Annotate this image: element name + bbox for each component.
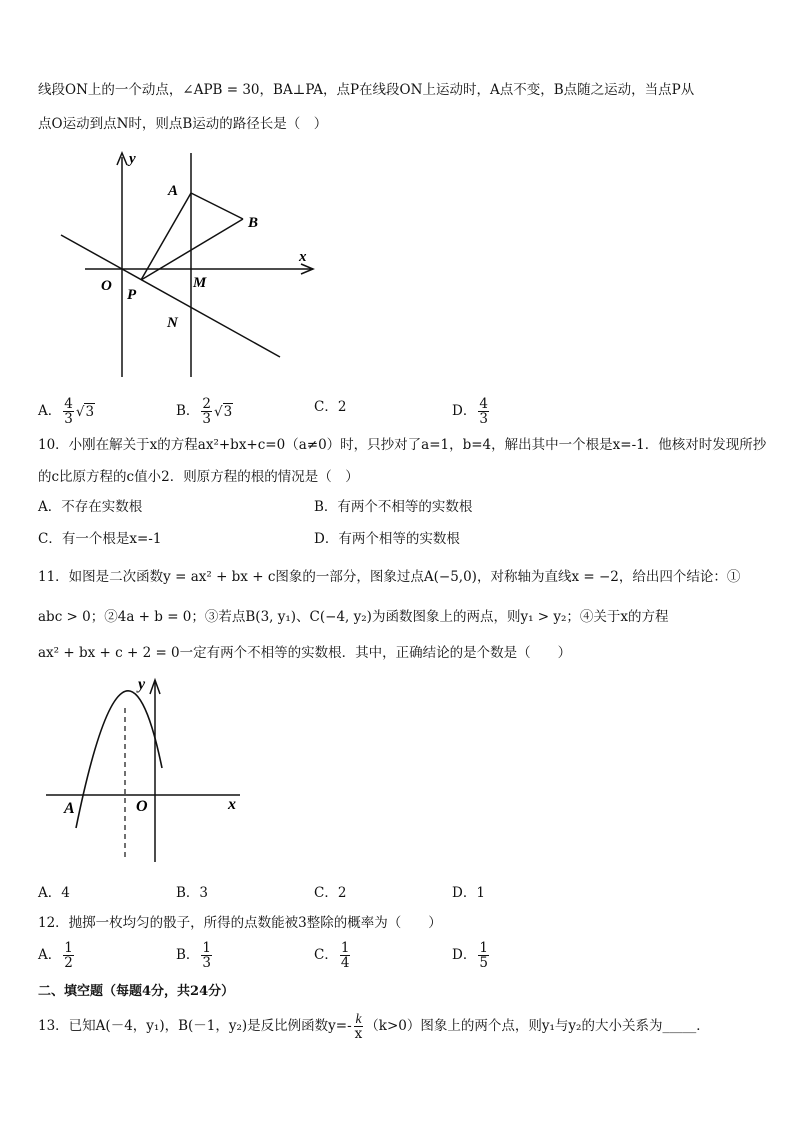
q9-line1: 线段ON上的一个动点，∠APB = 30，BA⊥PA，点P在线段ON上运动时，A点不变，B点随之运动，当点P从 [38, 82, 695, 98]
q10-line2: 的c比原方程的c值小2．则原方程的根的情况是（ ） [38, 469, 359, 485]
q13-suffix: （k>0）图象上的两个点，则y₁与y₂的大小关系为_____． [365, 1018, 710, 1034]
q9-label-B: B [248, 215, 259, 231]
q10-option-c: C．有一个根是x=-1 [38, 531, 162, 547]
q13-frac-num: k [355, 1011, 362, 1026]
q10-option-b: B．有两个不相等的实数根 [314, 499, 473, 515]
q9-label-M: M [193, 275, 207, 291]
q9-label-x: x [299, 249, 307, 265]
q12-line1: 12．抛掷一枚均匀的骰子，所得的点数能被3整除的概率为（ ） [38, 915, 442, 931]
q11-option-d: D．1 [452, 885, 485, 901]
q9-option-d: D． $\frac{4}{3}$ [452, 396, 488, 427]
q9-line-ON [61, 235, 280, 357]
q13-frac-den: x [354, 1026, 363, 1042]
q9-label-A: A [168, 183, 179, 199]
q10-line1: 10．小刚在解关于x的方程ax²+bx+c=0（a≠0）时，只抄对了a=1，b=4，解出其中一个根是x=-1．他核对时发现所抄 [38, 437, 767, 453]
q11-label-y: y [138, 676, 146, 693]
q11-label-A: A [64, 800, 75, 817]
q13-line [38, 1012, 710, 1041]
q11-line3: ax² + bx + c + 2 = 0一定有两个不相等的实数根．其中，正确结论的是个数是（ ） [38, 645, 572, 661]
section2-title: 二、填空题（每题4分，共24分） [38, 984, 235, 999]
q11-option-c: C．2 [314, 885, 347, 901]
q11-line2: abc > 0；②4a + b = 0；③若点B(3, y₁)、C(−4, y₂)为函数图象上的两点，则y₁ > y₂；④关于x的方程 [38, 609, 669, 625]
q11-option-a: A．4 [38, 885, 70, 901]
q12-option-c: C． $\frac{1}{4}$ [314, 940, 350, 971]
q9-option-a: A． $\frac{4}{3}$ √3 [38, 396, 95, 427]
q13-prefix: 13．已知A(－4，y₁)，B(－1，y₂)是反比例函数y=- [38, 1018, 352, 1034]
q10-option-a: A．不存在实数根 [38, 499, 143, 515]
q9-segment-AP [141, 193, 191, 280]
q9-option-b: B． $\frac{2}{3}$ √3 [176, 396, 233, 427]
q11-line1: 11．如图是二次函数y = ax² + bx + c图象的一部分，图象过点A(−5,0)，对称轴为直线x = −2，给出四个结论：① [38, 569, 741, 585]
q12-option-d: D． $\frac{1}{5}$ [452, 940, 488, 971]
q9-label-O: O [101, 278, 112, 294]
q11-figure [40, 672, 260, 867]
q9-option-c: C．2 [314, 399, 347, 415]
q10-option-d: D．有两个相等的实数根 [314, 531, 460, 547]
q12-option-a: A． $\frac{1}{2}$ [38, 940, 73, 971]
q11-parabola [76, 691, 162, 828]
q11-label-x: x [228, 796, 236, 813]
q11-label-O: O [136, 798, 148, 815]
q11-option-b: B．3 [176, 885, 209, 901]
q9-segment-PB [141, 219, 243, 280]
q9-figure [55, 145, 335, 385]
q12-option-b: B． $\frac{1}{3}$ [176, 940, 212, 971]
q9-label-P: P [127, 287, 137, 303]
q9-line2: 点O运动到点N时，则点B运动的路径长是（ ） [38, 116, 328, 132]
q9-segment-AB [191, 193, 243, 219]
q9-label-y: y [129, 151, 136, 167]
q9-label-N: N [167, 315, 178, 331]
